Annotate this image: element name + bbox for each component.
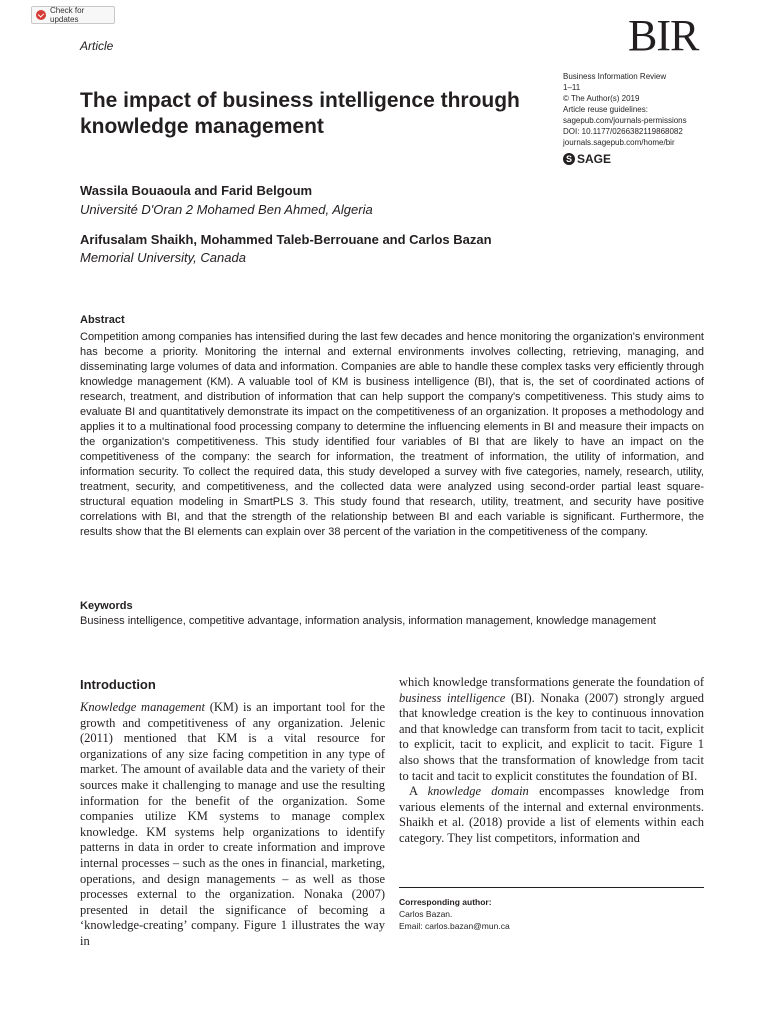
publisher-logo xyxy=(563,152,611,166)
term-knowledge-domain: knowledge domain xyxy=(427,784,529,799)
intro-paragraph-2-text-a: which knowledge transformations generate the foundation of xyxy=(399,675,704,689)
intro-paragraph-2-text-b: (BI). Nonaka (2007) strongly argued that knowledge creation is the key to continuous innovation and that knowledge can transform from tacit to tacit, explicit to explicit, tacit to explicit, and explicit to tacit. Figure 1 also shows that the transformation of knowledge from tacit to tacit and tacit to explicit constitutes the foundation of BI. xyxy=(399,690,705,783)
corresponding-author xyxy=(399,896,510,932)
term-business-intelligence: business intelligence xyxy=(399,690,506,705)
keywords-text: Business intelligence, competitive advantage, information analysis, information management, knowledge management xyxy=(80,615,656,627)
journal-url[interactable]: journals.sagepub.com/home/bir xyxy=(563,138,675,147)
journal-name: Business Information Review xyxy=(563,72,667,81)
sage-s-icon: S xyxy=(563,153,575,165)
page-range: 1–11 xyxy=(563,83,581,92)
intro-paragraph-3-text-a: A xyxy=(409,784,428,799)
intro-column-2 xyxy=(399,675,704,847)
introduction-heading: Introduction xyxy=(80,677,156,692)
intro-paragraph-2 xyxy=(399,675,704,784)
reuse-guidelines: Article reuse guidelines: xyxy=(563,105,648,114)
check-for-updates-label: Check for updates xyxy=(50,6,85,24)
check-updates-icon xyxy=(36,10,46,20)
paper-title: The impact of business intelligence through knowledge management xyxy=(80,89,520,138)
publisher-name: SAGE xyxy=(577,152,612,166)
corresponding-author-name: Carlos Bazan. xyxy=(399,909,453,919)
author-group-2: Arifusalam Shaikh, Mohammed Taleb-Berrouane and Carlos Bazan xyxy=(80,232,492,247)
reuse-link[interactable]: sagepub.com/journals-permissions xyxy=(563,116,687,125)
author-group-1: Wassila Bouaoula and Farid Belgoum xyxy=(80,183,313,198)
intro-paragraph-1-text: (KM) is an important tool for the growth and competitiveness of any organization. Jelenic (2011) mentioned that KM is a vital resource for organizations of any size facing competition in any type of market. The amount of available data and the variety of their sources make it challenging to manage and use the resulting information for the benefit of the organization. Some companies utilize KM systems to manage complex knowledge. KM systems help organizations to identify patterns in data in order to create information and improve internal processes – such as the ones in financial, marketing, operations, and design managements – as well as those processes external to the organization. Nonaka (2007) presented in detail the significance of becoming a ‘knowledge-creating’ company. Figure 1 illustrates the way in xyxy=(80,700,385,948)
affiliation-2: Memorial University, Canada xyxy=(80,250,246,265)
corresponding-author-email[interactable]: Email: carlos.bazan@mun.ca xyxy=(399,921,510,931)
journal-metadata xyxy=(563,71,687,148)
abstract-heading: Abstract xyxy=(80,314,125,326)
abstract-text: Competition among companies has intensified during the last few decades and hence monitoring the organization's environment has become a priority. Monitoring the internal and external environments involves collecting, retrieving, managing, and disseminating large volumes of data and information. Companies are able to handle these complex tasks very efficiently through knowledge management (KM). A valuable tool of KM is business intelligence (BI), that is, the set of coordinated actions of research, treatment, and distribution of information that can help support the company's competitiveness. This study aims to evaluate BI and quantitatively demonstrate its impact on the competitiveness of an organization. It proposes a methodology and applies it to a multinational food processing company to determine the influencing elements in BI and measure their impacts on the organization's competitiveness. This study identified four variables of BI that are likely to have an impact on the competitiveness of the company: the search for information, the treatment of information, the utility of information, and information security. To collect the required data, this study developed a survey with five categories, namely, research, utility, treatment, security, and competitiveness, and the collected data were analyzed using second-order partial least square-structural equation modeling in SmartPLS 3. This study found that research, utility, treatment, and security have positive correlations with BI, and that the strength of the relationship between BI and each variable is significant. Furthermore, the results show that the BI elements can explain over 38 percent of the variation in the competitiveness of the company. xyxy=(80,331,704,538)
affiliation-1: Université D'Oran 2 Mohamed Ben Ahmed, Algeria xyxy=(80,202,373,217)
check-for-updates-badge[interactable] xyxy=(31,6,115,24)
footnote-divider xyxy=(399,887,704,888)
copyright: © The Author(s) 2019 xyxy=(563,94,640,103)
article-type: Article xyxy=(80,39,114,53)
corresponding-author-heading: Corresponding author: xyxy=(399,897,492,907)
intro-paragraph-1 xyxy=(80,700,385,950)
keywords-heading: Keywords xyxy=(80,600,133,612)
term-knowledge-management: Knowledge management xyxy=(80,700,205,714)
intro-paragraph-3-text-b: encompasses knowledge from various elements of the internal and external environments. Shaikh et al. (2018) provide a list of elements within each category. They list competitors, information and xyxy=(399,784,704,845)
intro-paragraph-3 xyxy=(399,784,704,846)
doi[interactable]: DOI: 10.1177/0266382119868082 xyxy=(563,127,683,136)
journal-logo: BIR xyxy=(628,11,699,60)
